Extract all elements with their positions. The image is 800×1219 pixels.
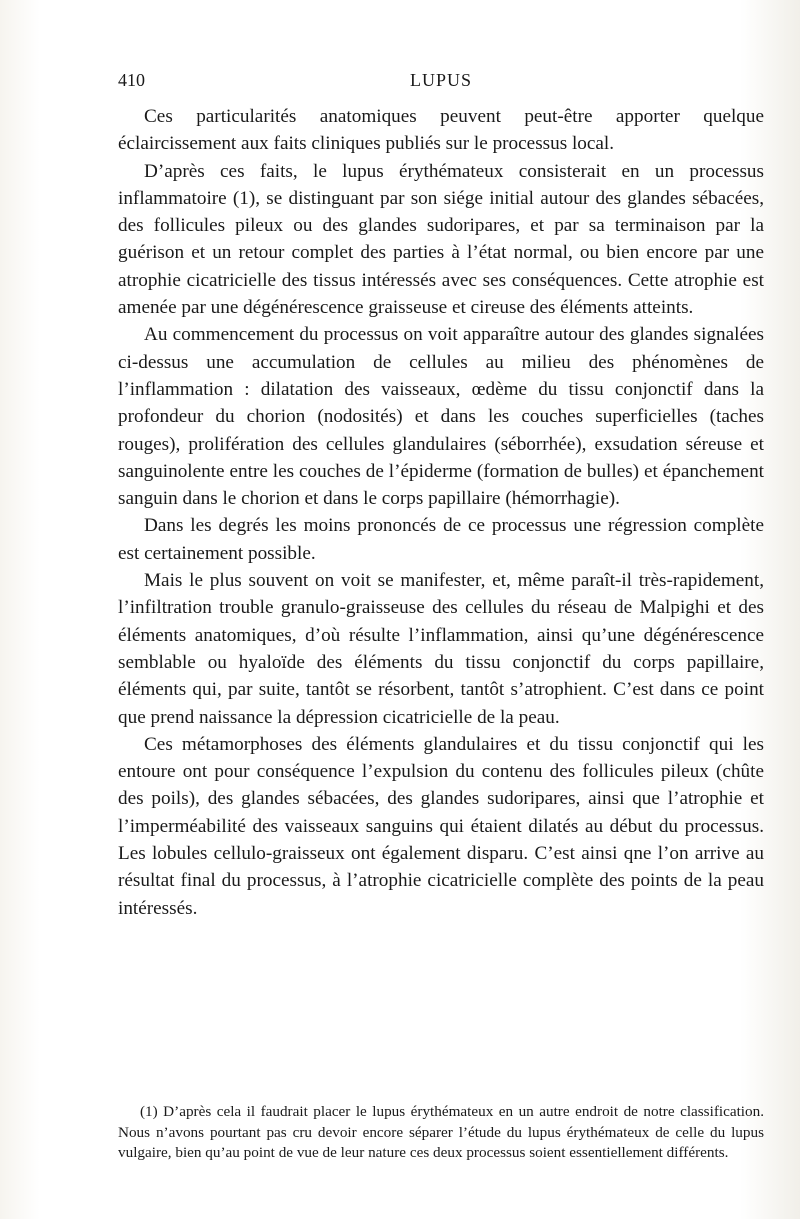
page-number: 410 [118,70,145,90]
paragraph: Au commencement du processus on voit apparaître autour des glandes signalées ci-dessus une accumulation de cellules au milieu des phénomènes de l’inflammation : dilatation des vaisseaux, œdème du tissu conjonctif dans la profondeur du chorion (nodosités) et dans les couches superficielles (taches rouges), prolifération des cellules glandulaires (séborrhée), exsudation séreuse et sanguinolente entre les couches de l’épiderme (formation de bulles) et épanchement sanguin dans le chorion et dans le corps papillaire (hémorrhagie). [118,324,764,510]
paragraph: Ces métamorphoses des éléments glandulaires et du tissu conjonctif qui les entoure ont pour conséquence l’expulsion du contenu des follicules pileux (chûte des poils), des glandes sébacées, des glandes sudoripares, ainsi que l’atrophie et l’imperméabilité des vaisseaux sanguins qui étaient dilatés au début du processus. Les lobules cellulo-graisseux ont également disparu. C’est ainsi qne l’on arrive au résultat final du processus, à l’atrophie cicatricielle complète des points de la peau intéressés. [118,733,764,919]
paragraph: Ces particularités anatomiques peuvent peut-être apporter quelque éclaircissement aux faits cliniques publiés sur le processus local. [118,106,764,155]
paragraph: D’après ces faits, le lupus érythémateux consisterait en un processus inflammatoire (1), se distinguant par son siége initial autour des glandes sébacées, des follicules pileux ou des glandes sudoripares, et par sa terminaison par la guérison et un retour complet des parties à l’état normal, ou bien encore par une atrophie cicatricielle des tissus intéressés avec ses conséquences. Cette atrophie est amenée par une dégénérescence graisseuse et cireuse des éléments atteints. [118,160,764,319]
paragraph: Dans les degrés les moins prononcés de ce processus une régression complète est certainement possible. [118,515,764,564]
footnote-text: (1) D’après cela il faudrait placer le lupus érythémateux en un autre endroit de notre classification. Nous n’avons pourtant pas cru devoir encore séparer l’étude du lupus érythémateux de celle du lupus vulgaire, bien qu’au point de vue de leur nature ces deux processus soient essentiellement différents. [118,1103,764,1161]
running-head: LUPUS [409,70,472,90]
paragraph: Mais le plus souvent on voit se manifester, et, même paraît-il très-rapidement, l’infiltration trouble granulo-graisseuse des cellules du réseau de Malpighi et des éléments anatomiques, d’où résulte l’inflammation, ainsi qu’une dégénérescence semblable ou hyaloïde des éléments du tissu conjonctif du corps papillaire, éléments qui, par suite, tantôt se résorbent, tantôt s’atrophient. C’est dans ce point que prend naissance la dépression cicatricielle de la peau. [118,570,764,728]
page-header [118,70,764,96]
main-text [118,103,764,922]
footnote [118,1102,764,1164]
